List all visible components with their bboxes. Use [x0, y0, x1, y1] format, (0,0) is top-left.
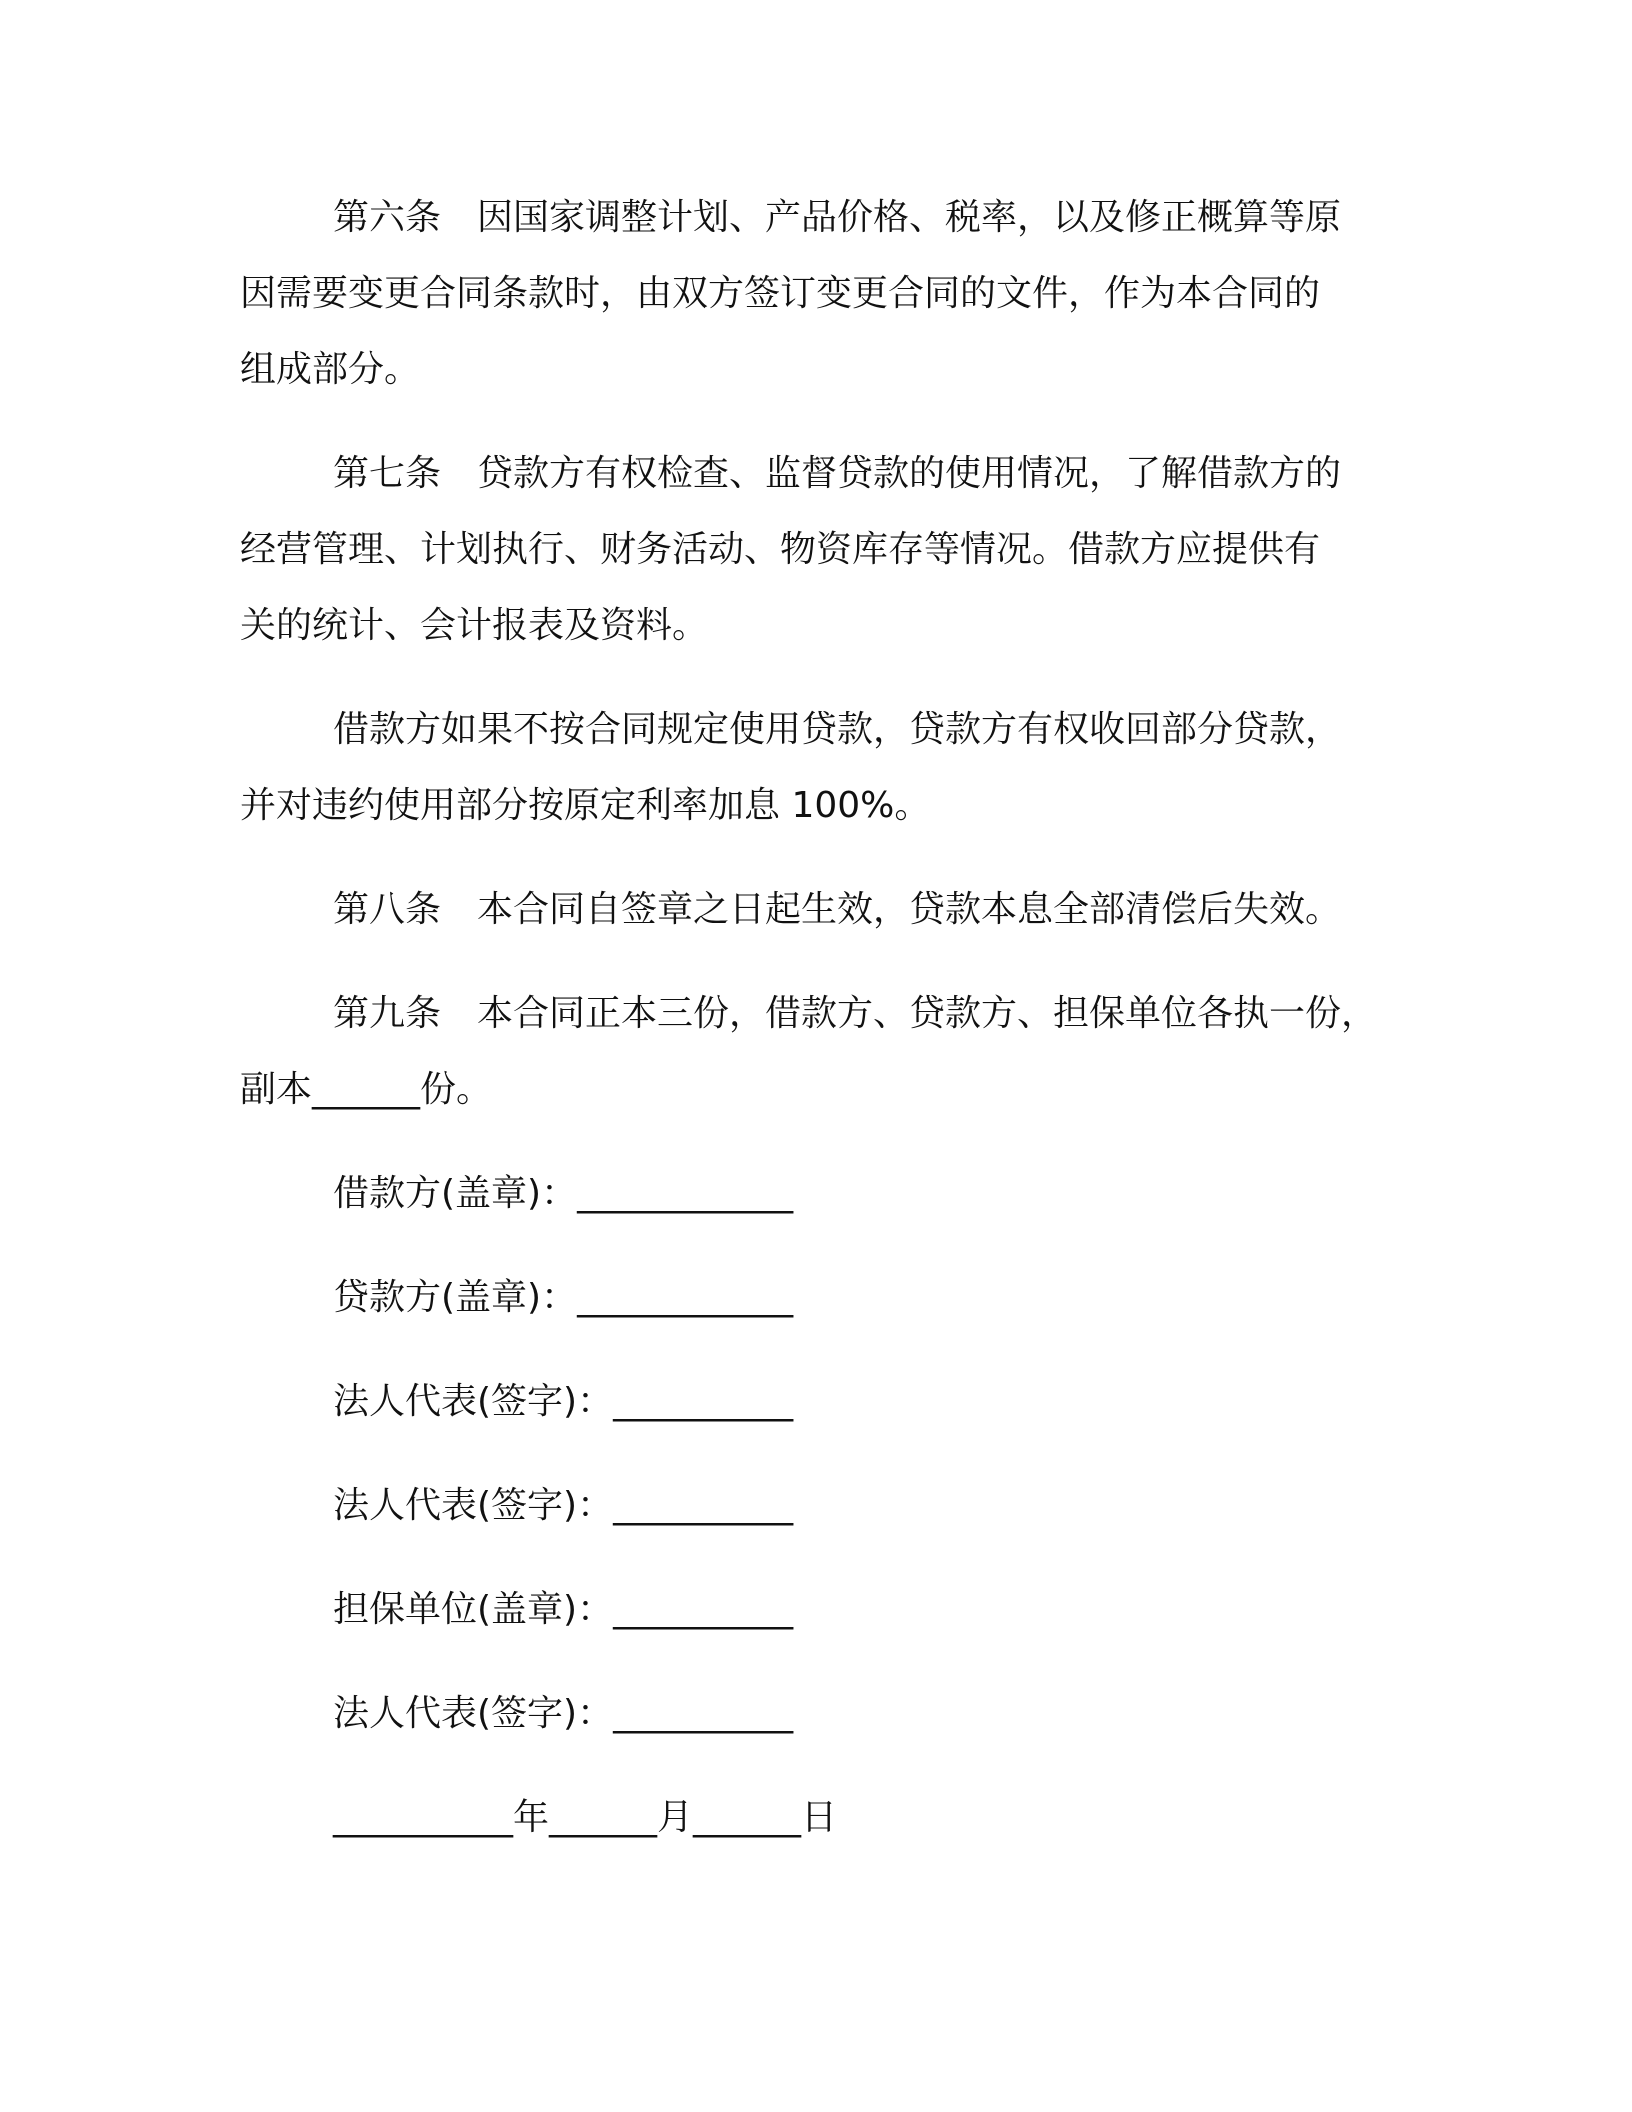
article-7-para-2-line-2: 并对违约使用部分按原定利率加息 100%。: [240, 785, 931, 826]
article-7-para-2-line-1: 借款方如果不按合同规定使用贷款，贷款方有权收回部分贷款，: [333, 709, 1342, 750]
legal-rep-signature-line-3: 法人代表(签字)：__________: [333, 1693, 794, 1734]
article-8: 第八条 本合同自签章之日起生效，贷款本息全部清偿后失效。: [333, 889, 1342, 930]
article-7-line-3: 关的统计、会计报表及资料。: [240, 605, 709, 646]
date-line: __________年______月______日: [333, 1797, 837, 1838]
article-6-line-1: 第六条 因国家调整计划、产品价格、税率，以及修正概算等原: [333, 197, 1342, 238]
article-7-line-2: 经营管理、计划执行、财务活动、物资库存等情况。借款方应提供有: [240, 529, 1321, 570]
article-9-line-1: 第九条 本合同正本三份，借款方、贷款方、担保单位各执一份，: [333, 993, 1378, 1034]
article-9-line-2: 副本______份。: [240, 1069, 493, 1110]
legal-rep-signature-line-1: 法人代表(签字)：__________: [333, 1381, 794, 1422]
borrower-seal-line: 借款方(盖章)：____________: [333, 1173, 794, 1214]
article-6-line-3: 组成部分。: [240, 349, 421, 390]
article-6-line-2: 因需要变更合同条款时，由双方签订变更合同的文件，作为本合同的: [240, 273, 1321, 314]
guarantor-seal-line: 担保单位(盖章)：__________: [333, 1589, 794, 1630]
lender-seal-line: 贷款方(盖章)：____________: [333, 1277, 794, 1318]
legal-rep-signature-line-2: 法人代表(签字)：__________: [333, 1485, 794, 1526]
article-7-line-1: 第七条 贷款方有权检查、监督贷款的使用情况，了解借款方的: [333, 453, 1342, 494]
